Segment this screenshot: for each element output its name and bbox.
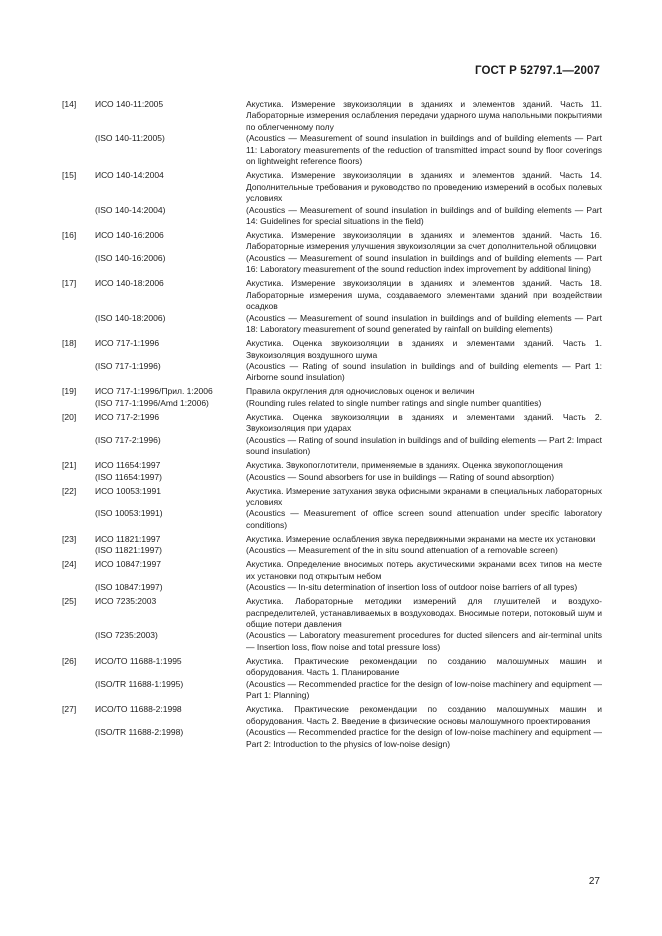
standard-designation: ИСО 140-14:2004 [95,170,164,181]
standard-title: Акустика. Лабораторные методики измерений для глушителей и воздухораспределителей, устанавливаемых в воздуховодах. Вносимые потери, потоковый шум и общие потери давления [246,596,602,629]
reference-entry [62,99,602,168]
reference-row-original [95,133,602,167]
reference-row-russian [95,486,602,509]
standard-title: Акустика. Измерение звукоизоляции в зданиях и элементов зданий. Часть 14. Дополнительные требования и руководство по проведению измерений в особых полевых условиях [246,170,602,204]
reference-row-russian [95,412,602,435]
reference-row-original [95,630,602,653]
standard-designation: (ISO 140-14:2004) [95,204,166,215]
reference-row-russian [95,386,602,397]
page-number: 27 [588,876,600,887]
standard-title: Акустика. Оценка звукоизоляции в зданиях и элементами зданий. Часть 1. Звукоизоляция воздушного шума [246,338,602,360]
standard-designation: ИСО 140-11:2005 [95,99,164,109]
standard-title: (Acoustics — Measurement of sound insulation in buildings and of building elements — Part 14: Guidelines for special situations in the field) [246,204,602,227]
standard-designation: (ISO 140-16:2006) [95,252,166,263]
standard-title: (Acoustics — Measurement of sound insulation in buildings and of building elements — Part 18: Laboratory measurement of sound generated by rainfall on building elements) [246,312,602,335]
reference-row-russian [95,559,602,582]
standard-designation: ИСО 11821:1997 [95,533,161,544]
standard-title: Акустика. Звукопоглотители, применяемые в зданиях. Оценка звукопоглощения [246,460,563,471]
reference-entry [62,704,602,750]
reference-number: [20] [62,411,77,422]
reference-row-original [95,508,602,531]
standard-title: Правила округления для одночисловых оценок и величин [246,386,475,397]
reference-number: [25] [62,596,77,607]
reference-entry [62,412,602,458]
reference-row-russian [95,170,602,204]
standard-title: (Acoustics — In-situ determination of insertion loss of outdoor noise barriers of all types) [246,582,578,593]
standard-designation: ИСО 717-2:1996 [95,411,160,422]
standard-title: (Acoustics — Recommended practice for the design of low-noise machinery and equipment — Part 1: Planning) [246,678,602,701]
reference-number: [26] [62,655,77,666]
standard-designation: (ISO 7235:2003) [95,630,158,641]
reference-entry [62,230,602,276]
standard-title: (Acoustics — Measurement of sound insulation in buildings and of building elements — Part 16: Laboratory measurement of the sound reduction index improvement by additional lining) [246,252,602,275]
standard-title: Акустика. Измерение звукоизоляции в зданиях и элементов зданий. Часть 11. Лабораторные измерения ослабления передачи ударного шума напольными покрытиями по облегченному полу [246,99,602,132]
reference-number: [17] [62,278,77,289]
reference-row-original [95,679,602,702]
standard-title: Акустика. Измерение звукоизоляции в зданиях и элементов зданий. Часть 16. Лабораторные измерения улучшения звукоизоляции за счет дополнительной облицовки [246,229,602,252]
reference-number: [22] [62,485,77,496]
reference-row-original [95,361,602,384]
reference-entry [62,278,602,335]
standard-designation: ИСО 11654:1997 [95,460,161,471]
reference-entry [62,338,602,384]
standard-title: Акустика. Практические рекомендации по созданию малошумных машин и оборудования. Часть 2. Введение в физические основы малошумного проектирования [246,704,602,726]
reference-number: [16] [62,229,77,240]
standard-title: (Acoustics — Measurement of the in situ sound attenuation of a removable screen) [246,545,558,556]
reference-row-russian [95,596,602,630]
standard-designation: (ISO 140-11:2005) [95,133,165,144]
standard-designation: (ISO 717-1:1996) [95,360,161,371]
standard-designation: ИСО/ТО 11688-2:1998 [95,704,182,715]
reference-row-original [95,472,602,483]
reference-number: [27] [62,704,77,715]
standard-designation: (ISO 717-1:1996/Amd 1:2006) [95,397,209,408]
standard-title: (Rounding rules related to single number ratings and single number quantities) [246,397,542,408]
standard-title: Акустика. Оценка звукоизоляции в зданиях и элементами зданий. Часть 2. Звукоизоляция при ударах [246,411,602,434]
standard-designation: (ISO 10053:1991) [95,508,163,519]
reference-number: [14] [62,99,77,109]
standard-designation: (ISO 11821:1997) [95,545,162,556]
reference-number: [23] [62,533,77,544]
standard-designation: (ISO/TR 11688-2:1998) [95,727,184,738]
standard-designation: (ISO/TR 11688-1:1995) [95,678,184,689]
standard-title: Акустика. Определение вносимых потерь акустическими экранами всех типов на месте их установки под открытым небом [246,559,602,581]
reference-entry [62,596,602,653]
standard-title: Акустика. Практические рекомендации по созданию малошумных машин и оборудования. Часть 1. Планирование [246,655,602,678]
reference-number: [19] [62,386,77,397]
standard-title: (Acoustics — Rating of sound insulation in buildings and of building elements — Part 2: Impact sound insulation) [246,434,602,457]
reference-row-original [95,582,602,593]
reference-row-russian [95,460,602,471]
reference-entry [62,460,602,483]
standard-designation: ИСО 140-18:2006 [95,278,164,289]
reference-entry [62,170,602,227]
reference-row-original [95,435,602,458]
reference-row-original [95,253,602,276]
reference-row-russian [95,230,602,253]
reference-number: [15] [62,170,77,181]
reference-number: [18] [62,338,77,349]
standard-designation: ИСО 140-16:2006 [95,229,164,240]
reference-row-original [95,398,602,409]
standard-code-header: ГОСТ Р 52797.1—2007 [475,65,600,77]
reference-row-original [95,313,602,336]
reference-row-russian [95,278,602,312]
reference-entry [62,559,602,593]
reference-row-original [95,727,602,750]
reference-row-russian [95,338,602,361]
standard-designation: (ISO 10847:1997) [95,582,163,593]
standard-designation: ИСО 717-1:1996 [95,338,160,349]
standard-designation: ИСО 10847:1997 [95,559,161,570]
standard-title: (Acoustics — Measurement of sound insulation in buildings and of building elements — Part 11: Laboratory measurements of the reduction of transmitted impact sound by floor coverings on lightweight reference floors) [246,133,602,167]
reference-row-original [95,205,602,228]
standard-title: (Acoustics — Laboratory measurement procedures for ducted silencers and air-terminal units — Insertion loss, flow noise and total pressure loss) [246,630,602,652]
standard-title: Акустика. Измерение звукоизоляции в зданиях и элементов зданий. Часть 18. Лабораторные измерения шума, создаваемого элементами зданий при воздействии осадков [246,278,602,312]
reference-row-russian [95,534,602,545]
standard-designation: ИСО 7235:2003 [95,596,157,607]
reference-row-russian [95,99,602,133]
standard-designation: (ISO 717-2:1996) [95,434,161,445]
standard-title: Акустика. Измерение ослабления звука передвижными экранами на месте их установки [246,533,596,544]
standard-designation: ИСО/ТО 11688-1:1995 [95,655,182,666]
reference-row-russian [95,704,602,727]
reference-entry [62,486,602,532]
standard-title: (Acoustics — Measurement of office screen sound attenuation under specific laboratory conditions) [246,508,602,530]
reference-entry [62,534,602,557]
reference-number: [21] [62,460,77,471]
standard-designation: ИСО 717-1:1996/Прил. 1:2006 [95,386,213,397]
standard-title: Акустика. Измерение затухания звука офисными экранами в специальных лабораторных условиях [246,485,602,507]
bibliography-list [62,99,602,752]
reference-row-russian [95,656,602,679]
standard-designation: (ISO 140-18:2006) [95,312,166,323]
standard-title: (Acoustics — Sound absorbers for use in buildings — Rating of sound absorption) [246,471,555,482]
standard-designation: (ISO 11654:1997) [95,471,162,482]
reference-entry [62,386,602,409]
reference-number: [24] [62,559,77,570]
reference-entry [62,656,602,702]
standard-title: (Acoustics — Recommended practice for the design of low-noise machinery and equipment — Part 2: Introduction to the physics of low-noise design) [246,727,602,749]
standard-designation: ИСО 10053:1991 [95,485,161,496]
reference-row-original [95,545,602,556]
standard-title: (Acoustics — Rating of sound insulation in buildings and of building elements — Part 1: Airborne sound insulation) [246,360,602,383]
